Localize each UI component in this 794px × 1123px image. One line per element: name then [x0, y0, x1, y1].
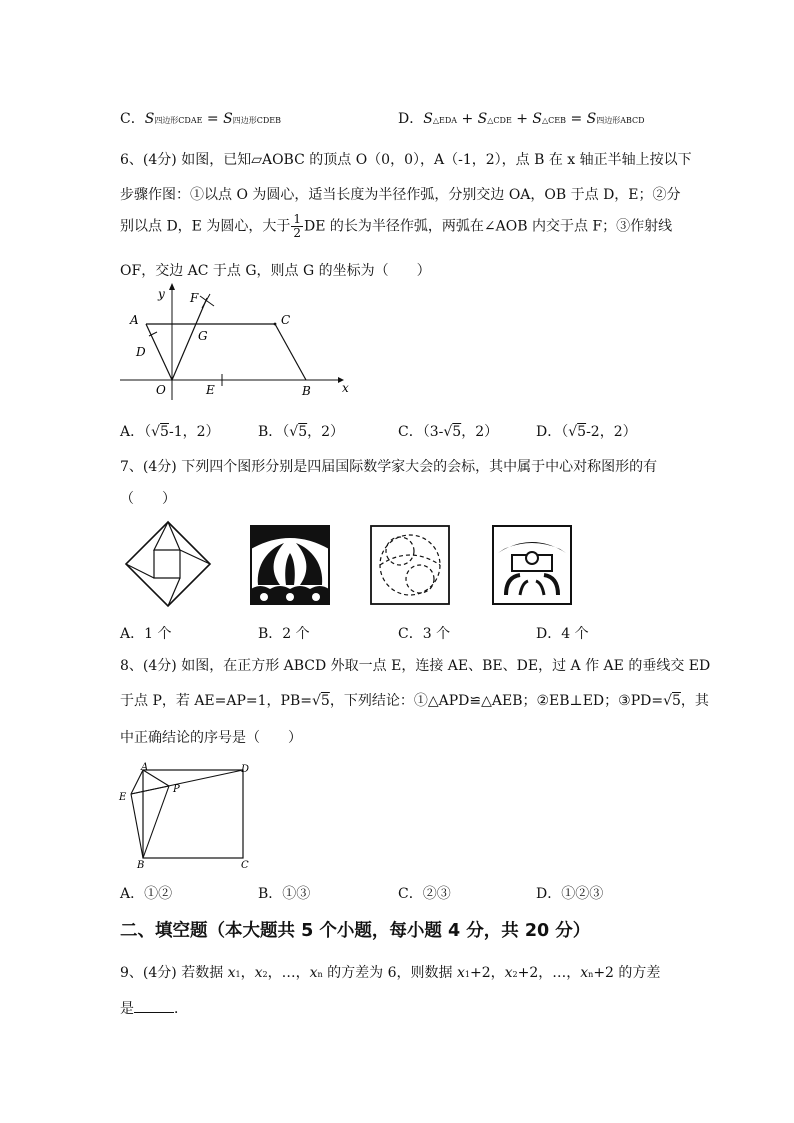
point-label-o: O	[156, 383, 166, 397]
q9-line-2: 是 ．	[120, 1001, 188, 1017]
q7-line-1: 7、(4分) 下列四个图形分别是四届国际数学家大会的会标，其中属于中心对称图形的有	[120, 459, 658, 475]
q6-line-3: 别以点 D，E 为圆心，大于 $\frac{1}{2}$ DE 的长为半径作弧，两弧在∠AOB 内交于点 F；③作射线	[120, 212, 673, 240]
point-label-p: P	[173, 784, 180, 795]
point-label-g: G	[198, 329, 208, 343]
fraction-one-half: $\frac{1}{2}$	[293, 212, 301, 240]
congress-logo-4	[492, 525, 572, 605]
q6-figure	[110, 282, 350, 402]
q8-option-a: A．①②	[120, 886, 173, 902]
answer-blank[interactable]	[134, 1000, 174, 1013]
q6-line-4: OF，交边 AC 于点 G，则点 G 的坐标为（ ）	[120, 263, 431, 279]
q8-figure	[115, 760, 260, 870]
q6-option-c: C．（3-√5，2）	[398, 424, 499, 440]
axis-label-x: x	[342, 381, 349, 395]
point-label-c: C	[241, 860, 249, 871]
q8-line-1: 8、(4分) 如图，在正方形 ABCD 外取一点 E，连接 AE、BE、DE，过 A 作 AE 的垂线交 ED	[120, 658, 711, 674]
point-label-a: A	[141, 762, 149, 773]
q7-option-b: B．2 个	[258, 626, 310, 642]
q7-option-d: D．4 个	[536, 626, 589, 642]
axis-label-y: y	[158, 287, 165, 301]
q6-line-2: 步骤作图：①以点 O 为圆心，适当长度为半径作弧，分别交边 OA，OB 于点 D，E；②分	[120, 187, 681, 203]
point-label-b: B	[302, 384, 311, 398]
q6-line-1: 6、(4分) 如图，已知▱AOBC 的顶点 O（0，0），A（-1，2），点 B 在 x 轴正半轴上按以下	[120, 152, 692, 168]
q7-option-a: A．1 个	[120, 626, 172, 642]
q7-line-2: （ ）	[120, 491, 176, 507]
congress-logo-3	[370, 525, 450, 605]
point-label-a: A	[130, 313, 139, 327]
q5-option-d: D．S△EDA + S△CDE + S△CEB = S四边形ABCD	[398, 111, 645, 127]
point-label-b: B	[137, 860, 145, 871]
point-label-f: F	[190, 291, 199, 305]
point-label-e: E	[206, 383, 215, 397]
section-heading: 二、填空题（本大题共 5 个小题，每小题 4 分，共 20 分）	[120, 921, 591, 941]
point-label-e: E	[119, 792, 127, 803]
q7-option-c: C．3 个	[398, 626, 451, 642]
point-label-d: D	[136, 345, 146, 359]
point-label-d: D	[241, 764, 250, 775]
q8-option-c: C．②③	[398, 886, 451, 902]
q6-option-d: D．（√5-2，2）	[536, 424, 637, 440]
point-label-c: C	[281, 313, 291, 327]
q5-option-c: C．S四边形CDAE = S四边形CDEB	[120, 111, 281, 127]
congress-logo-1	[124, 520, 212, 608]
q8-line-2: 于点 P，若 AE=AP=1，PB=√5，下列结论：①△APD≌△AEB；②EB⊥ED；③PD=√5，其	[120, 693, 709, 709]
q8-line-3: 中正确结论的序号是（ ）	[120, 730, 302, 746]
congress-logo-2	[250, 525, 330, 605]
q8-option-b: B．①③	[258, 886, 311, 902]
q6-option-a: A．（√5-1，2）	[120, 424, 220, 440]
q9-line-1: 9、(4分) 若数据 x1，x2，…，xn 的方差为 6，则数据 x1+2，x2+2，…，xn+2 的方差	[120, 965, 661, 981]
q8-option-d: D．①②③	[536, 886, 604, 902]
q6-option-b: B．（√5，2）	[258, 424, 345, 440]
